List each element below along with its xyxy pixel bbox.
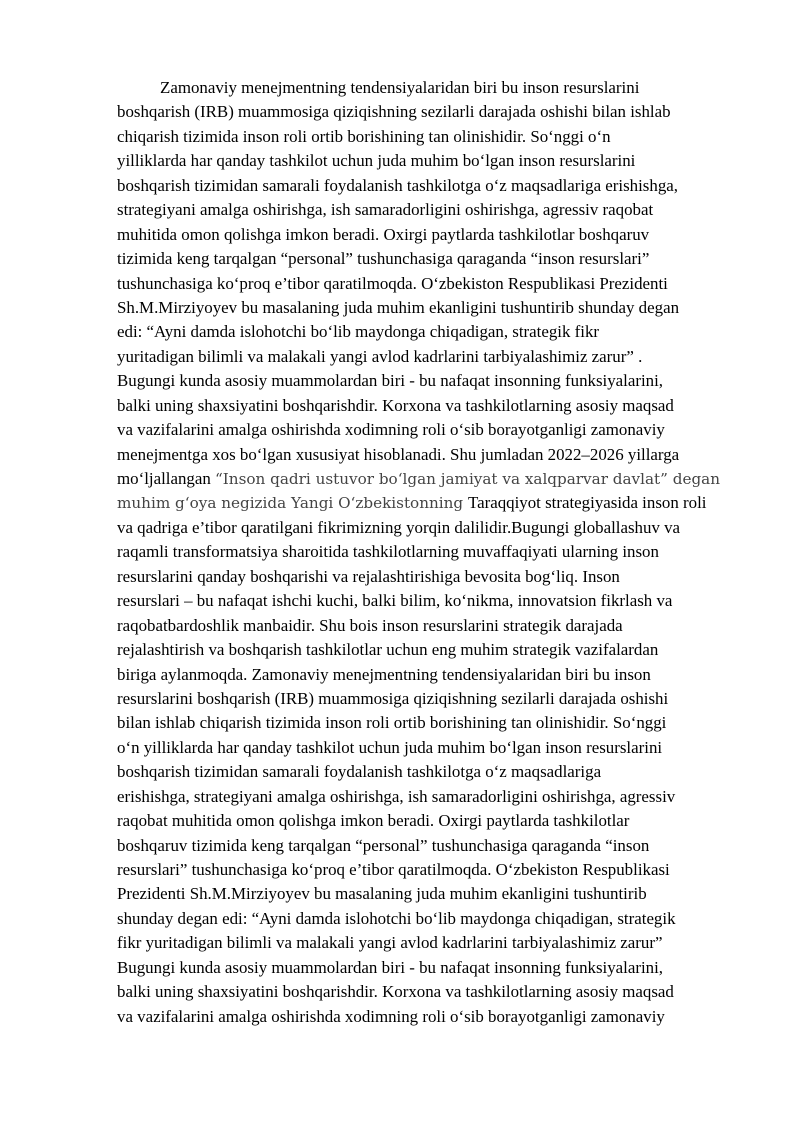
text-segment: erishishga, strategiyani amalga oshirishga, ish samaradorligini oshirishga, agressiv bbox=[117, 786, 676, 806]
text-segment: bilan ishlab chiqarish tizimida inson roli ortib borishining tan olinishidir. So‘nggi bbox=[117, 713, 667, 733]
text-segment: shunday degan edi: “Ayni damda islohotchi bo‘lib maydonga chiqadigan, strategik bbox=[117, 908, 676, 928]
text-segment: Bugungi kunda asosiy muammolardan biri - bu nafaqat insonning funksiyalarini, bbox=[117, 957, 664, 977]
text-line bbox=[117, 418, 749, 442]
text-line bbox=[117, 565, 749, 589]
text-segment: raqamli transformatsiya sharoitida tashkilotlarning muvaffaqiyati ularning inson bbox=[117, 542, 659, 562]
text-line bbox=[117, 834, 749, 858]
text-segment: boshqarish tizimidan samarali foydalanish tashkilotga o‘z maqsadlariga erishishga, bbox=[117, 175, 678, 195]
text-segment: resurslarini qanday boshqarishi va rejalashtirishiga bevosita bog‘liq. Inson bbox=[117, 566, 620, 586]
text-line bbox=[117, 394, 749, 418]
text-line bbox=[117, 638, 749, 662]
text-segment: “Inson qadri ustuvor bo‘lgan jamiyat va xalqparvar davlat” degan bbox=[215, 470, 721, 488]
text-segment: balki uning shaxsiyatini boshqarishdir. Korxona va tashkilotlarning asosiy maqsad bbox=[117, 395, 674, 415]
text-segment: Prezidenti Sh.M.Mirziyoyev bu masalaning juda muhim ekanligini tushuntirib bbox=[117, 884, 647, 904]
text-segment: raqobat muhitida omon qolishga imkon beradi. Oxirgi paytlarda tashkilotlar bbox=[117, 811, 630, 831]
text-segment: Taraqqiyot strategiyasida inson roli bbox=[467, 493, 707, 513]
text-line bbox=[117, 369, 749, 393]
text-segment: o‘n yilliklarda har qanday tashkilot uchun juda muhim bo‘lgan inson resurslarini bbox=[117, 737, 663, 757]
text-line bbox=[117, 443, 749, 467]
text-segment: biriga aylanmoqda. Zamonaviy menejmentning tendensiyalaridan biri bu inson bbox=[117, 664, 651, 684]
text-line bbox=[117, 858, 749, 882]
text-segment: muhim g‘oya negizida Yangi O‘zbekistonning bbox=[117, 494, 468, 513]
text-segment: balki uning shaxsiyatini boshqarishdir. Korxona va tashkilotlarning asosiy maqsad bbox=[117, 982, 674, 1002]
text-segment: edi: “Ayni damda islohotchi bo‘lib maydonga chiqadigan, strategik fikr bbox=[117, 322, 600, 342]
text-line bbox=[117, 320, 749, 344]
text-line bbox=[117, 125, 749, 149]
text-segment: mo‘ljallangan bbox=[117, 469, 216, 488]
text-segment: raqobatbardoshlik manbaidir. Shu bois inson resurslarini strategik darajada bbox=[117, 615, 623, 635]
text-segment: va qadriga e’tibor qaratilgani fikrimizning yorqin dalilidir.Bugungi globallashuv va bbox=[117, 517, 681, 537]
text-segment: Bugungi kunda asosiy muammolardan biri - bu nafaqat insonning funksiyalarini, bbox=[117, 371, 664, 391]
text-segment: va vazifalarini amalga oshirishda xodimning roli o‘sib borayotganligi zamonaviy bbox=[117, 1006, 665, 1026]
text-segment: Zamonaviy menejmentning tendensiyalaridan biri bu inson resurslarini bbox=[160, 78, 640, 97]
text-segment: va vazifalarini amalga oshirishda xodimning roli o‘sib borayotganligi zamonaviy bbox=[117, 420, 665, 440]
text-line bbox=[117, 687, 749, 711]
text-line bbox=[117, 491, 749, 515]
text-line bbox=[117, 809, 749, 833]
document-page bbox=[117, 76, 749, 1029]
text-segment: muhitida omon qolishga imkon beradi. Oxirgi paytlarda tashkilotlar boshqaruv bbox=[117, 224, 650, 244]
text-segment: fikr yuritadigan bilimli va malakali yangi avlod kadrlarini tarbiyalashimiz zarur” bbox=[117, 933, 663, 953]
text-line bbox=[117, 931, 749, 955]
text-line bbox=[117, 540, 749, 564]
text-segment: Sh.M.Mirziyoyev bu masalaning juda muhim ekanligini tushuntirib shunday degan bbox=[117, 297, 680, 317]
text-line bbox=[117, 980, 749, 1004]
text-segment: chiqarish tizimida inson roli ortib borishining tan olinishidir. So‘nggi o‘n bbox=[117, 126, 611, 146]
text-line bbox=[117, 174, 749, 198]
text-line bbox=[117, 956, 749, 980]
text-segment: yuritadigan bilimli va malakali yangi avlod kadrlarini tarbiyalashimiz zarur” . bbox=[117, 346, 643, 366]
text-segment: rejalashtirish va boshqarish tashkilotlar uchun eng muhim strategik vazifalardan bbox=[117, 640, 659, 660]
text-line bbox=[117, 785, 749, 809]
text-segment: resurslarini boshqarish (IRB) muammosiga qiziqishning sezilarli darajada oshishi bbox=[117, 688, 669, 708]
text-line bbox=[117, 247, 749, 271]
text-segment: tizimida keng tarqalgan “personal” tushunchasiga qaraganda “inson resurslari” bbox=[117, 249, 650, 269]
text-line bbox=[117, 589, 749, 613]
text-segment: resurslari” tushunchasiga ko‘proq e’tibor qaratilmoqda. O‘zbekiston Respublikasi bbox=[117, 860, 670, 879]
text-line bbox=[117, 467, 749, 491]
text-line bbox=[117, 100, 749, 124]
text-line bbox=[117, 736, 749, 760]
text-line bbox=[117, 1005, 749, 1029]
text-line bbox=[117, 296, 749, 320]
text-segment: boshqarish (IRB) muammosiga qiziqishning sezilarli darajada oshishi bilan ishlab bbox=[117, 102, 671, 122]
text-segment: boshqarish tizimidan samarali foydalanish tashkilotga o‘z maqsadlariga bbox=[117, 762, 602, 782]
text-line bbox=[117, 614, 749, 638]
text-line bbox=[117, 149, 749, 173]
text-line bbox=[117, 76, 749, 100]
text-segment: menejmentga xos bo‘lgan xususiyat hisoblanadi. Shu jumladan 2022–2026 yillarga bbox=[117, 444, 680, 464]
text-line bbox=[117, 272, 749, 296]
text-segment: yilliklarda har qanday tashkilot uchun juda muhim bo‘lgan inson resurslarini bbox=[117, 151, 636, 171]
text-line bbox=[117, 882, 749, 906]
text-line bbox=[117, 516, 749, 540]
text-line bbox=[117, 907, 749, 931]
text-segment: boshqaruv tizimida keng tarqalgan “personal” tushunchasiga qaraganda “inson bbox=[117, 835, 650, 855]
text-line bbox=[117, 198, 749, 222]
text-segment: resurslari – bu nafaqat ishchi kuchi, balki bilim, ko‘nikma, innovatsion fikrlash va bbox=[117, 591, 673, 611]
text-line bbox=[117, 760, 749, 784]
text-segment: tushunchasiga ko‘proq e’tibor qaratilmoqda. O‘zbekiston Respublikasi Prezidenti bbox=[117, 273, 668, 293]
text-line bbox=[117, 223, 749, 247]
body-paragraph bbox=[117, 76, 749, 1029]
text-line bbox=[117, 711, 749, 735]
text-line bbox=[117, 663, 749, 687]
text-segment: strategiyani amalga oshirishga, ish samaradorligini oshirishga, agressiv raqobat bbox=[117, 200, 654, 220]
text-line bbox=[117, 345, 749, 369]
